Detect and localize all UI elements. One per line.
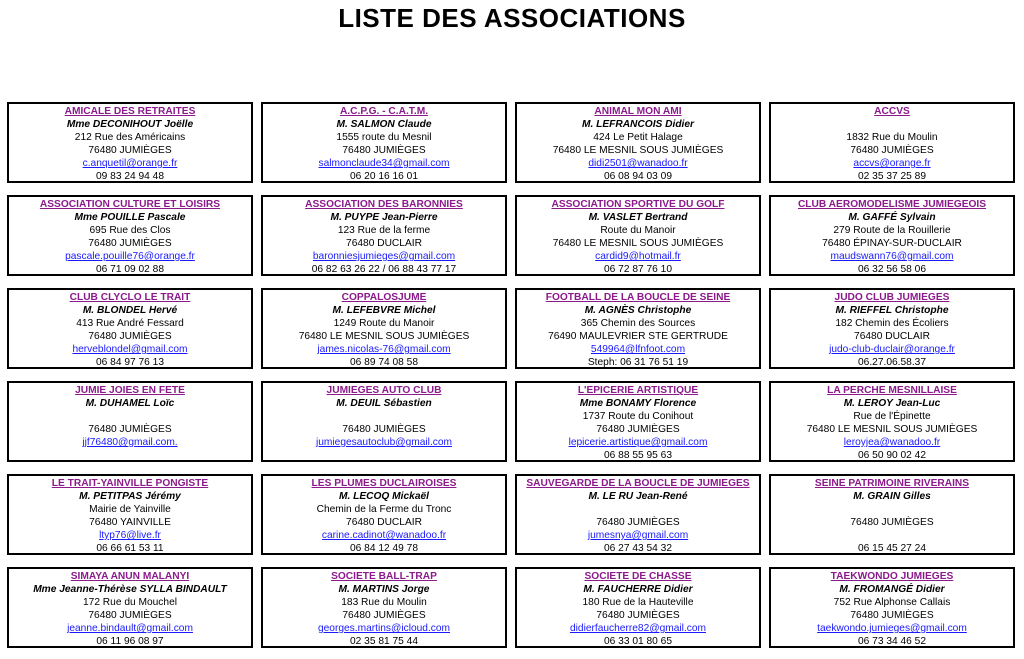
info-line: 06 15 45 27 24 <box>858 543 926 554</box>
info-line: 76480 DUCLAIR <box>346 517 422 528</box>
info-line: 76480 JUMIÈGES <box>596 424 680 435</box>
email-link[interactable]: judo-club-duclair@orange.fr <box>829 344 955 355</box>
info-line: 76480 LE MESNIL SOUS JUMIÈGES <box>298 331 470 342</box>
association-name[interactable]: JUDO CLUB JUMIEGES <box>834 292 950 303</box>
info-line: 06 27 43 54 32 <box>604 543 672 554</box>
contact-name: M. DUHAMEL Loïc <box>85 398 175 409</box>
contact-name: M. LEFRANCOIS Didier <box>581 119 695 130</box>
page-title: LISTE DES ASSOCIATIONS <box>338 3 686 33</box>
info-line: 02 35 37 25 89 <box>858 171 926 182</box>
email-link[interactable]: maudswann76@gmail.com <box>830 251 954 262</box>
email-link[interactable]: carine.cadinot@wanadoo.fr <box>321 530 447 541</box>
info-line: 76480 JUMIÈGES <box>342 610 426 621</box>
info-line: 365 Chemin des Sources <box>580 318 696 329</box>
association-name[interactable]: ACCVS <box>874 106 910 117</box>
contact-name: M. FAUCHERRE Didier <box>583 584 693 595</box>
contact-name: M. SALMON Claude <box>336 119 432 130</box>
email-link[interactable]: jumiegesautoclub@gmail.com <box>315 437 453 448</box>
info-line: 06 11 96 08 97 <box>96 636 164 647</box>
info-line: 76480 JUMIÈGES <box>88 424 172 435</box>
info-line: 76480 JUMIÈGES <box>850 517 934 528</box>
info-line: 212 Rue des Américains <box>74 132 186 143</box>
association-card <box>7 567 253 648</box>
info-line: 180 Rue de la Hauteville <box>582 597 694 608</box>
association-name[interactable]: ASSOCIATION DES BARONNIES <box>305 199 463 210</box>
info-line: 413 Rue André Fessard <box>76 318 184 329</box>
empty-line <box>9 410 251 423</box>
info-line: 06 20 16 16 01 <box>350 171 418 182</box>
email-link[interactable]: james.nicolas-76@gmail.com <box>317 344 451 355</box>
association-name[interactable]: LE TRAIT-YAINVILLE PONGISTE <box>51 478 209 489</box>
contact-name: M. DEUIL Sébastien <box>336 398 432 409</box>
empty-line <box>517 503 759 516</box>
info-line: 182 Chemin des Écoliers <box>835 318 949 329</box>
info-line: Rue de l'Épinette <box>853 411 931 422</box>
contact-name: Mme DECONIHOUT Joëlle <box>66 119 194 130</box>
contact-name: M. FROMANGÉ Didier <box>839 584 945 595</box>
association-name[interactable]: FOOTBALL DE LA BOUCLE DE SEINE <box>545 292 731 303</box>
empty-line <box>771 529 1013 542</box>
email-link[interactable]: c.anquetil@orange.fr <box>82 158 178 169</box>
association-card <box>7 381 253 462</box>
empty-line <box>9 449 251 462</box>
info-line: 06 82 63 26 22 / 06 88 43 77 17 <box>311 264 457 275</box>
contact-name: Mme Jeanne-Thérèse SYLLA BINDAULT <box>33 584 227 595</box>
contact-name: M. PETITPAS Jérémy <box>79 491 181 502</box>
association-card <box>515 195 761 276</box>
info-line: 1249 Route du Manoir <box>333 318 435 329</box>
association-name[interactable]: L'EPICERIE ARTISTIQUE <box>577 385 699 396</box>
info-line: 06 32 56 58 06 <box>858 264 926 275</box>
empty-line <box>263 449 505 462</box>
association-name[interactable]: JUMIEGES AUTO CLUB <box>326 385 442 396</box>
email-link[interactable]: herveblondel@gmail.com <box>72 344 188 355</box>
association-name[interactable]: ASSOCIATION SPORTIVE DU GOLF <box>551 199 725 210</box>
info-line: 06 72 87 76 10 <box>604 264 672 275</box>
associations-grid <box>7 102 1017 658</box>
association-card <box>261 195 507 276</box>
contact-name: M. MARTINS Jorge <box>338 584 430 595</box>
info-line: 424 Le Petit Halage <box>593 132 683 143</box>
info-line: 76480 DUCLAIR <box>854 331 930 342</box>
association-card <box>261 102 507 183</box>
info-line: 76480 JUMIÈGES <box>342 424 426 435</box>
email-link[interactable]: ltyp76@live.fr <box>99 530 161 541</box>
info-line: 183 Rue du Moulin <box>341 597 427 608</box>
email-link[interactable]: leroyjea@wanadoo.fr <box>843 437 941 448</box>
association-card <box>769 102 1015 183</box>
info-line: 06.27.06.58.37 <box>858 357 926 368</box>
association-card <box>7 474 253 555</box>
info-line: 1832 Rue du Moulin <box>846 132 938 143</box>
info-line: 02 35 81 75 44 <box>350 636 418 647</box>
email-link[interactable]: didi2501@wanadoo.fr <box>588 158 688 169</box>
association-name[interactable]: A.C.P.G. - C.A.T.M. <box>339 106 429 117</box>
info-line: 76480 JUMIÈGES <box>596 610 680 621</box>
info-line: 76480 JUMIÈGES <box>342 145 426 156</box>
association-card <box>515 102 761 183</box>
contact-name: M. GRAIN Gilles <box>853 491 931 502</box>
info-line: 06 88 55 95 63 <box>604 450 672 461</box>
info-line: 06 89 74 08 58 <box>350 357 418 368</box>
email-link[interactable]: jumesnya@gmail.com <box>587 530 689 541</box>
association-name[interactable]: TAEKWONDO JUMIEGES <box>830 571 954 582</box>
email-link[interactable]: didierfaucherre82@gmail.com <box>569 623 707 634</box>
association-card <box>7 288 253 369</box>
empty-line <box>263 410 505 423</box>
info-line: 279 Route de la Rouillerie <box>833 225 951 236</box>
info-line: 76480 JUMIÈGES <box>850 145 934 156</box>
info-line: 76480 JUMIÈGES <box>850 610 934 621</box>
association-card <box>261 381 507 462</box>
contact-name: M. RIEFFEL Christophe <box>835 305 949 316</box>
info-line: Chemin de la Ferme du Tronc <box>316 504 452 515</box>
association-card <box>261 474 507 555</box>
association-card <box>261 288 507 369</box>
contact-name: M. LE RU Jean-René <box>588 491 688 502</box>
association-card <box>515 474 761 555</box>
info-line: 76480 JUMIÈGES <box>88 145 172 156</box>
info-line: 06 50 90 02 42 <box>858 450 926 461</box>
association-name[interactable]: SEINE PATRIMOINE RIVERAINS <box>814 478 970 489</box>
info-line: 76480 JUMIÈGES <box>88 610 172 621</box>
email-link[interactable]: jeanne.bindault@gmail.com <box>67 623 193 634</box>
info-line: 76480 JUMIÈGES <box>596 517 680 528</box>
empty-line <box>771 503 1013 516</box>
association-card <box>769 474 1015 555</box>
association-name[interactable]: CLUB AEROMODELISME JUMIEGEOIS <box>797 199 987 210</box>
association-card <box>7 102 253 183</box>
info-line: 76480 LE MESNIL SOUS JUMIÈGES <box>806 424 978 435</box>
contact-name: M. LECOQ Mickaël <box>338 491 429 502</box>
association-name[interactable]: ANIMAL MON AMI <box>594 106 682 117</box>
info-line: 752 Rue Alphonse Callais <box>833 597 951 608</box>
info-line: 06 33 01 80 65 <box>604 636 672 647</box>
info-line: 76480 DUCLAIR <box>346 238 422 249</box>
contact-name: M. LEFEBVRE Michel <box>332 305 436 316</box>
contact-name: M. AGNÈS Christophe <box>584 305 692 316</box>
info-line: 123 Rue de la ferme <box>337 225 431 236</box>
association-name[interactable]: ASSOCIATION CULTURE ET LOISIRS <box>39 199 221 210</box>
info-line: 1555 route du Mesnil <box>336 132 432 143</box>
contact-name: M. BLONDEL Hervé <box>82 305 178 316</box>
contact-name: M. LEROY Jean-Luc <box>843 398 941 409</box>
email-link[interactable]: taekwondo.jumieges@gmail.com <box>817 623 967 634</box>
info-line: 76480 JUMIÈGES <box>88 331 172 342</box>
email-link[interactable]: jjf76480@gmail.com. <box>82 437 178 448</box>
email-link[interactable]: cardid9@hotmail.fr <box>595 251 681 262</box>
empty-line <box>771 118 1013 131</box>
email-link[interactable]: baronniesjumieges@gmail.com <box>312 251 456 262</box>
info-line: 695 Rue des Clos <box>89 225 171 236</box>
info-line: 06 84 12 49 78 <box>350 543 418 554</box>
email-link[interactable]: 549964@lfnfoot.com <box>590 344 686 355</box>
association-name[interactable]: SOCIETE BALL-TRAP <box>331 571 437 582</box>
info-line: 06 73 34 46 52 <box>858 636 926 647</box>
info-line: 06 71 09 02 88 <box>96 264 164 275</box>
association-card <box>769 195 1015 276</box>
association-card <box>7 195 253 276</box>
association-card <box>515 381 761 462</box>
info-line: 76480 LE MESNIL SOUS JUMIÈGES <box>552 145 724 156</box>
email-link[interactable]: georges.martins@icloud.com <box>317 623 451 634</box>
info-line: 06 66 61 53 11 <box>96 543 164 554</box>
info-line: 06 84 97 76 13 <box>96 357 164 368</box>
association-name[interactable]: SOCIETE DE CHASSE <box>584 571 692 582</box>
association-name[interactable]: SAUVEGARDE DE LA BOUCLE DE JUMIEGES <box>526 478 750 489</box>
association-card <box>769 288 1015 369</box>
info-line: 76480 YAINVILLE <box>89 517 171 528</box>
contact-name: M. GAFFÉ Sylvain <box>848 212 936 223</box>
association-name[interactable]: SIMAYA ANUN MALANYI <box>70 571 190 582</box>
contact-name: M. VASLET Bertrand <box>588 212 688 223</box>
association-card <box>261 567 507 648</box>
association-name[interactable]: CLUB CLYCLO LE TRAIT <box>69 292 191 303</box>
info-line: 09 83 24 94 48 <box>96 171 164 182</box>
association-name[interactable]: LES PLUMES DUCLAIROISES <box>311 478 457 489</box>
email-link[interactable]: pascale.pouille76@orange.fr <box>65 251 195 262</box>
association-card <box>769 567 1015 648</box>
info-line: 1737 Route du Conihout <box>582 411 694 422</box>
association-name[interactable]: COPPALOSJUME <box>341 292 427 303</box>
association-name[interactable]: LA PERCHE MESNILLAISE <box>827 385 957 396</box>
contact-name: Mme POUILLE Pascale <box>74 212 186 223</box>
info-line: 76480 JUMIÈGES <box>88 238 172 249</box>
info-line: 76480 LE MESNIL SOUS JUMIÈGES <box>552 238 724 249</box>
association-card <box>515 567 761 648</box>
association-card <box>769 381 1015 462</box>
info-line: 76480 ÉPINAY-SUR-DUCLAIR <box>822 238 962 249</box>
info-line: Route du Manoir <box>600 225 676 236</box>
info-line: 06 08 94 03 09 <box>604 171 672 182</box>
email-link[interactable]: salmonclaude34@gmail.com <box>318 158 450 169</box>
contact-name: Mme BONAMY Florence <box>579 398 697 409</box>
info-line: 172 Rue du Mouchel <box>82 597 177 608</box>
association-name[interactable]: AMICALE DES RETRAITES <box>64 106 196 117</box>
info-line: Mairie de Yainville <box>89 504 171 515</box>
association-name[interactable]: JUMIE JOIES EN FETE <box>75 385 185 396</box>
contact-name: M. PUYPE Jean-Pierre <box>330 212 438 223</box>
info-line: 76490 MAULEVRIER STE GERTRUDE <box>548 331 728 342</box>
email-link[interactable]: accvs@orange.fr <box>853 158 931 169</box>
association-card <box>515 288 761 369</box>
info-line: Steph: 06 31 76 51 19 <box>587 357 689 368</box>
email-link[interactable]: lepicerie.artistique@gmail.com <box>568 437 708 448</box>
